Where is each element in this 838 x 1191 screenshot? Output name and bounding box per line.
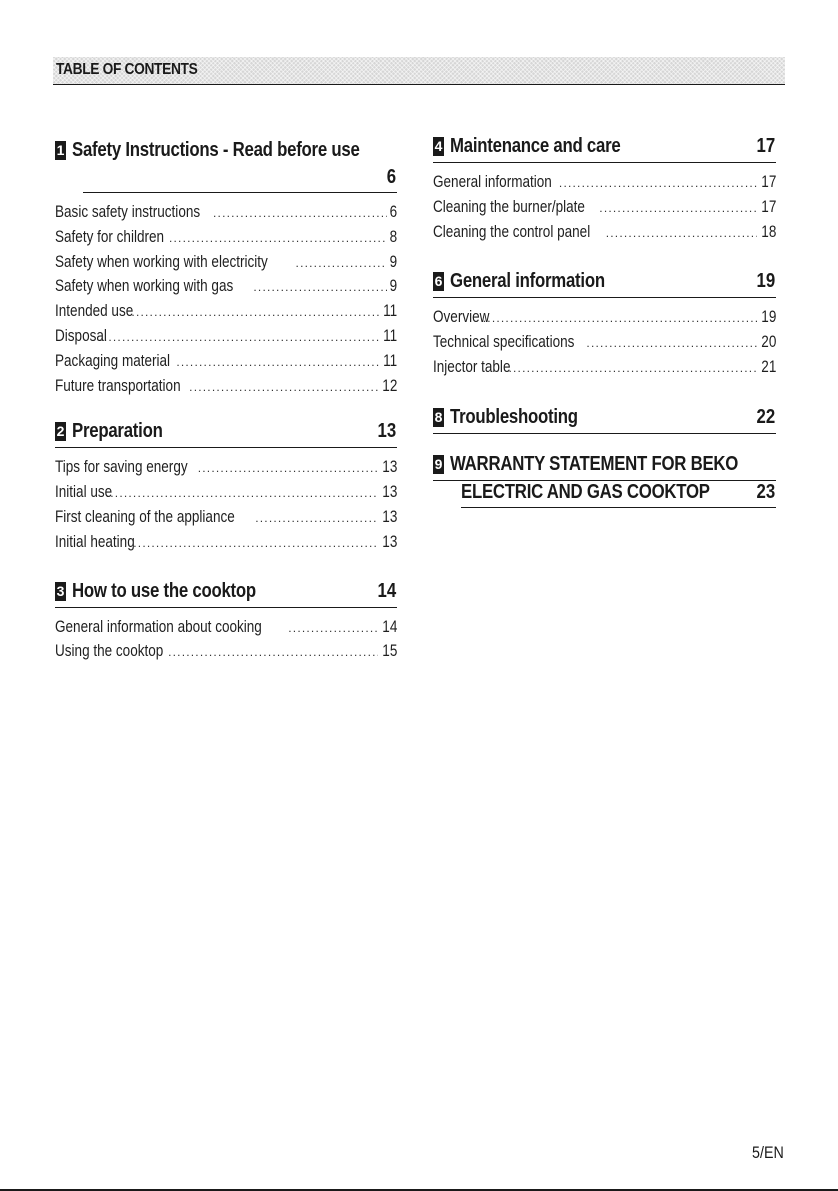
toc-entry[interactable] [55,483,397,508]
dot-leader [253,280,386,294]
toc-title: TABLE OF CONTENTS [56,61,198,78]
entry-page: 21 [760,357,776,376]
entry-page: 8 [389,227,397,246]
dot-leader [168,645,378,659]
entry-label: First cleaning of the appliance [55,507,235,526]
toc-entry[interactable] [433,198,776,223]
entry-page: 12 [381,376,397,395]
entry-page: 9 [389,277,397,296]
toc-entry[interactable] [433,223,776,248]
entry-label: Basic safety instructions [55,203,201,221]
entry-page: 17 [760,173,776,191]
entry-label: Disposal [55,326,107,345]
entry-label: Tips for saving energy [55,458,188,477]
toc-entry[interactable] [55,277,397,302]
entry-page: 11 [382,351,397,370]
dot-leader [288,621,377,635]
dot-leader [508,361,756,375]
entry-list [55,618,397,668]
section-page: 22 [756,405,775,428]
toc-entry[interactable] [55,302,397,327]
entry-label: Technical specifications [433,333,575,352]
section-number-badge: 1 [56,142,65,158]
toc-entry[interactable] [55,327,397,352]
dot-leader [483,311,757,325]
dot-leader [213,206,387,220]
section-number-badge: 8 [434,408,443,425]
dot-leader [296,256,387,270]
dot-leader [106,486,378,500]
toc-entry[interactable] [55,203,397,228]
entry-page: 9 [389,252,397,271]
entry-page: 11 [382,326,397,345]
toc-column-right [433,134,776,508]
dot-leader [606,226,757,240]
section-title: Troubleshooting [450,405,578,428]
section-page: 23 [756,480,775,503]
section-title: Maintenance and care [450,135,621,157]
toc-banner [53,57,785,85]
entry-page: 13 [381,458,397,477]
entry-list [433,308,776,382]
section-page: 19 [756,270,775,293]
entry-page: 18 [760,222,776,241]
section-heading-warranty-line2 [461,481,776,508]
section-title-line2: ELECTRIC AND GAS COOKTOP [461,480,710,503]
toc-entry[interactable] [433,358,776,383]
entry-page: 11 [382,302,397,321]
toc-entry[interactable] [433,333,776,358]
section-page: 13 [377,420,396,443]
entry-label: Intended use [55,302,134,321]
section-title: General information [450,270,605,293]
dot-leader [133,536,377,550]
entry-list [55,203,397,401]
dot-leader [169,231,387,245]
section-heading-troubleshooting[interactable] [433,405,776,434]
toc-entry[interactable] [433,308,776,333]
section-heading-warranty[interactable] [433,452,776,481]
entry-page: 15 [381,642,397,661]
entry-page: 14 [381,617,397,636]
entry-label: Overview [433,308,490,327]
toc-entry[interactable] [55,228,397,253]
entry-page: 13 [381,532,397,551]
toc-entry[interactable] [55,458,397,483]
section-heading-general-information[interactable] [433,269,776,298]
dot-leader [189,380,377,394]
section-title: WARRANTY STATEMENT FOR BEKO [450,452,739,475]
section-number-badge: 3 [56,582,65,599]
dot-leader [99,330,379,344]
toc-entry[interactable] [55,508,397,533]
section-heading-page-line [83,166,397,193]
entry-label: Injector table [433,357,511,376]
section-page: 17 [756,135,775,157]
dot-leader [559,176,757,190]
entry-page: 17 [760,197,776,216]
section-number-badge: 9 [434,455,443,472]
entry-label: General information [433,173,552,191]
toc-column-left [55,138,397,667]
entry-page: 20 [760,333,776,352]
entry-label: Cleaning the control panel [433,222,591,241]
section-title: Safety Instructions - Read before use [72,139,360,161]
entry-label: Initial use [55,483,113,502]
section-heading-maintenance[interactable] [433,134,776,163]
page-number: 5/EN [752,1143,784,1162]
dot-leader [255,511,377,525]
entry-label: Safety when working with electricity [55,252,268,271]
toc-entry[interactable] [55,377,397,402]
dot-leader [131,305,378,319]
entry-list [55,458,397,557]
section-number-badge: 6 [434,273,443,290]
section-heading-preparation[interactable] [55,419,397,448]
entry-page: 13 [381,507,397,526]
toc-entry[interactable] [55,253,397,278]
section-title: Preparation [72,420,163,443]
section-page: 6 [386,166,396,188]
entry-label: Using the cooktop [55,642,164,661]
dot-leader [198,461,378,475]
entry-label: Safety for children [55,227,165,246]
section-number-badge: 4 [434,138,443,154]
section-number-badge: 2 [56,423,65,440]
entry-label: Initial heating [55,532,135,551]
entry-page: 6 [389,203,397,221]
entry-label: Future transportation [55,376,181,395]
dot-leader [586,336,756,350]
section-page: 14 [377,579,396,602]
toc-entry[interactable] [55,352,397,377]
toc-entry[interactable] [55,533,397,558]
entry-label: Packaging material [55,351,171,370]
toc-entry[interactable] [55,618,397,643]
section-heading-safety[interactable] [55,138,397,166]
dot-leader [599,201,756,215]
entry-label: Cleaning the burner/plate [433,197,585,216]
entry-page: 13 [381,483,397,502]
entry-list [433,173,776,247]
dot-leader [176,355,379,369]
entry-label: General information about cooking [55,617,262,636]
toc-entry[interactable] [433,173,776,198]
toc-entry[interactable] [55,642,397,667]
entry-label: Safety when working with gas [55,277,234,296]
section-title: How to use the cooktop [72,579,256,602]
entry-page: 19 [760,308,776,327]
section-heading-how-to-use[interactable] [55,579,397,608]
